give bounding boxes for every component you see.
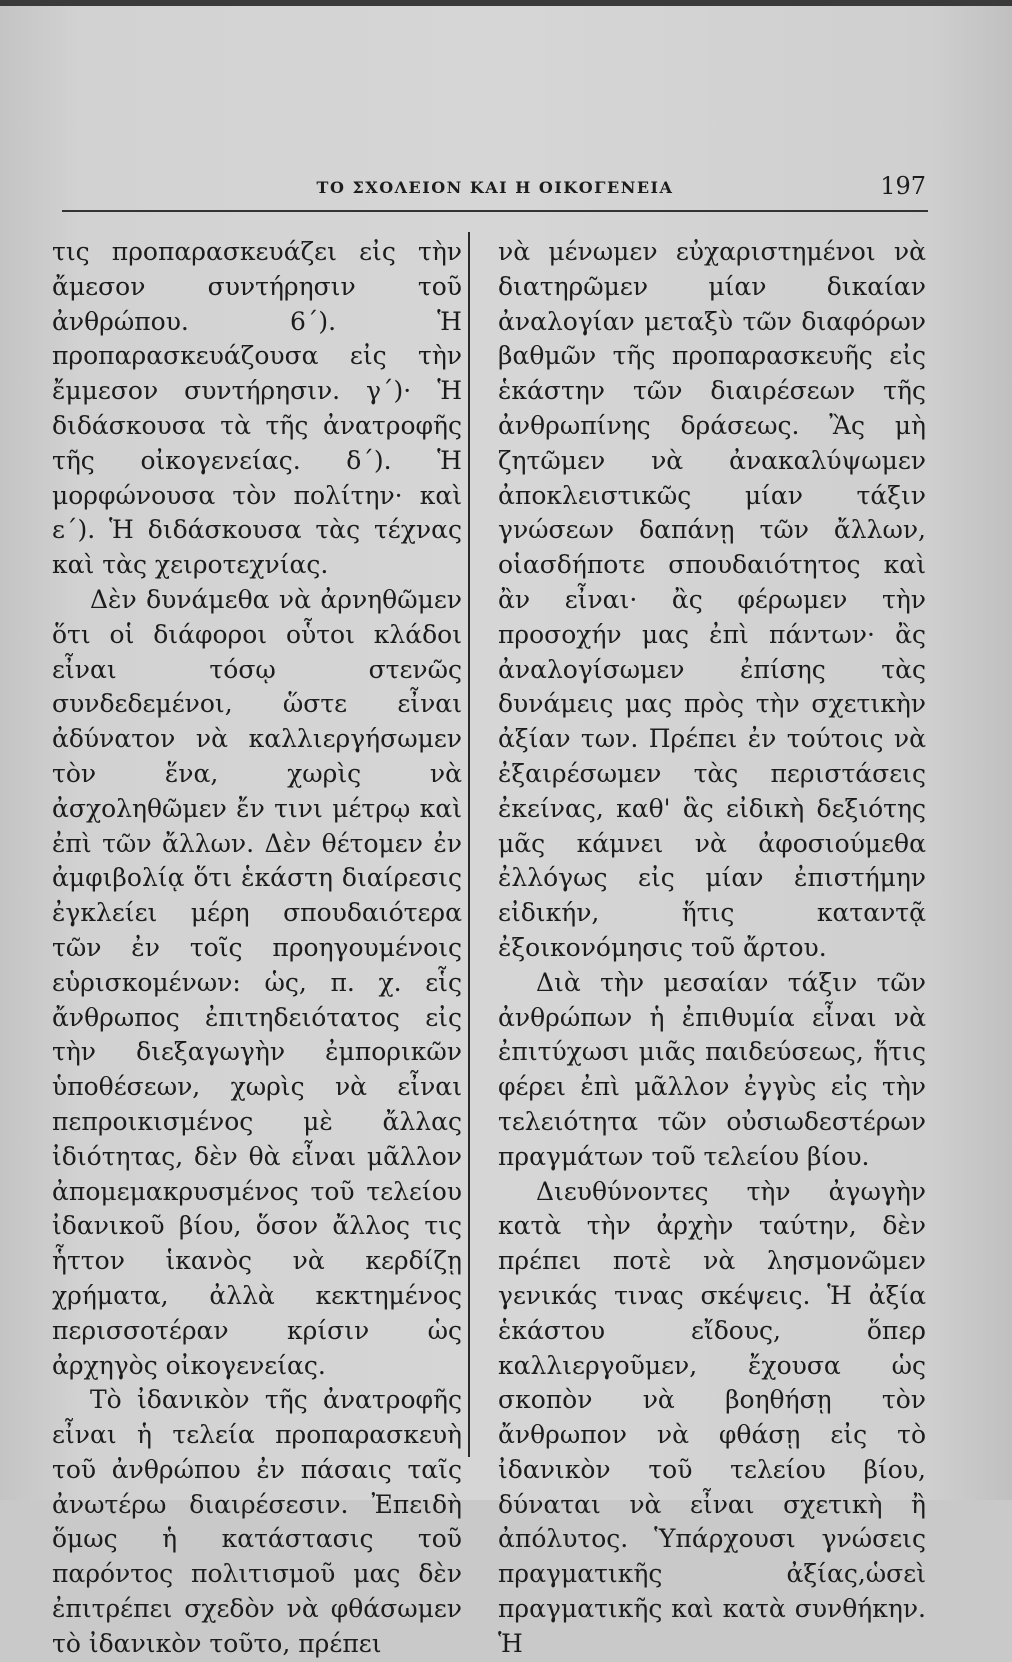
paragraph: τις προπαρασκευάζει εἰς τὴν ἄμεσον συντήρησιν τοῦ ἀνθρώπου. 6΄). Ἡ προπαρασκευάζουσα εἰς τὴν ἔμμεσον συντήρησιν. γ΄)· Ἡ διδάσκουσα τὰ τῆς ἀνατροφῆς τῆς οἰκογενείας. δ΄). Ἡ μορφώνουσα τὸν πολίτην· καὶ ε΄). Ἡ διδάσκουσα τὰς τέχνας καὶ τὰς χειροτεχνίας. [52, 237, 462, 580]
paragraph: Διὰ τὴν μεσαίαν τάξιν τῶν ἀνθρώπων ἡ ἐπιθυμία εἶναι νὰ ἐπιτύχωσι μιᾶς παιδεύσεως, ἥτις φέρει ἐπὶ μᾶλλον ἐγγὺς εἰς τὴν τελειότητα τῶν οὐσιωδεστέρων πραγμάτων τοῦ τελείου βίου. [498, 967, 926, 1171]
left-column [52, 235, 462, 1662]
paragraph: Δὲν δυνάμεθα νὰ ἀρνηθῶμεν ὅτι οἱ διάφοροι οὗτοι κλάδοι εἶναι τόσῳ στενῶς συνδεδεμένοι, ὥστε εἶναι ἀδύνατον νὰ καλλιεργήσωμεν τὸν ἕνα, χωρὶς νὰ ἀσχοληθῶμεν ἔν τινι μέτρῳ καὶ ἐπὶ τῶν ἄλλων. Δὲν θέτομεν ἐν ἀμφιβολίᾳ ὅτι ἑκάστη διαίρεσις ἐγκλείει μέρη σπουδαιότερα τῶν ἐν τοῖς προηγουμένοις εὑρισκομένων: ὡς, π. χ. εἷς ἄνθρωπος ἐπιτηδειότατος εἰς τὴν διεξαγωγὴν ἐμπορικῶν ὑποθέσεων, χωρὶς νὰ εἶναι πεπροικισμένος μὲ ἄλλας ἰδιότητας, δὲν θὰ εἶναι μᾶλλον ἀπομεμακρυσμένος τοῦ τελείου ἰδανικοῦ βίου, ὅσον ἄλλος τις ἧττον ἱκανὸς νὰ κερδίζῃ χρήματα, ἀλλὰ κεκτημένος περισσοτέραν κρίσιν ὡς ἀρχηγὸς οἰκογενείας. [52, 584, 462, 1380]
header-rule [62, 210, 928, 212]
column-divider [468, 232, 470, 1457]
page-number: 197 [880, 172, 926, 200]
running-title: ΤΟ ΣΧΟΛΕΙΟΝ ΚΑΙ Η ΟΙΚΟΓΕΝΕΙΑ [316, 178, 674, 197]
page-top-edge [0, 0, 1012, 6]
paragraph: Διευθύνοντες τὴν ἀγωγὴν κατὰ τὴν ἀρχὴν ταύτην, δὲν πρέπει ποτὲ νὰ λησμονῶμεν γενικάς τινας σκέψεις. Ἡ ἀξία ἑκάστου εἴδους, ὅπερ καλλιεργοῦμεν, ἔχουσα ὡς σκοπὸν νὰ βοηθήσῃ τὸν ἄνθρωπον νὰ φθάσῃ εἰς τὸ ἰδανικὸν τοῦ τελείου βίου, δύναται νὰ εἶναι σχετικὴ ἢ ἀπόλυτος. Ὑπάρχουσι γνώσεις πραγματικῆς ἀξίας,ὡσεὶ πραγματικῆς καὶ κατὰ συνθήκην. Ἡ [498, 1176, 926, 1658]
paragraph: Τὸ ἰδανικὸν τῆς ἀνατροφῆς εἶναι ἡ τελεία προπαρασκευὴ τοῦ ἀνθρώπου ἐν πάσαις ταῖς ἀνωτέρω διαιρέσεσιν. Ἐπειδὴ ὅμως ἡ κατάστασις τοῦ παρόντος πολιτισμοῦ μας δὲν ἐπιτρέπει σχεδὸν νὰ φθάσωμεν τὸ ἰδανικὸν τοῦτο, πρέπει [52, 1385, 462, 1658]
paragraph: νὰ μένωμεν εὐχαριστημένοι νὰ διατηρῶμεν μίαν δικαίαν ἀναλογίαν μεταξὺ τῶν διαφόρων βαθμῶν τῆς προπαρασκευῆς εἰς ἑκάστην τῶν διαιρέσεων τῆς ἀνθρωπίνης δράσεως. Ἂς μὴ ζητῶμεν νὰ ἀνακαλύψωμεν ἀποκλειστικῶς μίαν τάξιν γνώσεων δαπάνῃ τῶν ἄλλων, οἱασδήποτε σπουδαιότητος καὶ ἂν εἶναι· ἂς φέρωμεν τὴν προσοχήν μας ἐπὶ πάντων· ἂς ἀναλογίσωμεν ἐπίσης τὰς δυνάμεις μας πρὸς τὴν σχετικὴν ἀξίαν των. Πρέπει ἐν τούτοις νὰ ἐξαιρέσωμεν τὰς περιστάσεις ἐκείνας, καθ' ἃς εἰδικὴ δεξιότης μᾶς κάμνει νὰ ἀφοσιούμεθα ἐλλόγως εἰς μίαν ἐπιστήμην εἰδικήν, ἥτις καταντᾷ ἐξοικονόμησις τοῦ ἄρτου. [498, 237, 926, 962]
right-column [498, 235, 926, 1662]
page-header [60, 172, 930, 212]
